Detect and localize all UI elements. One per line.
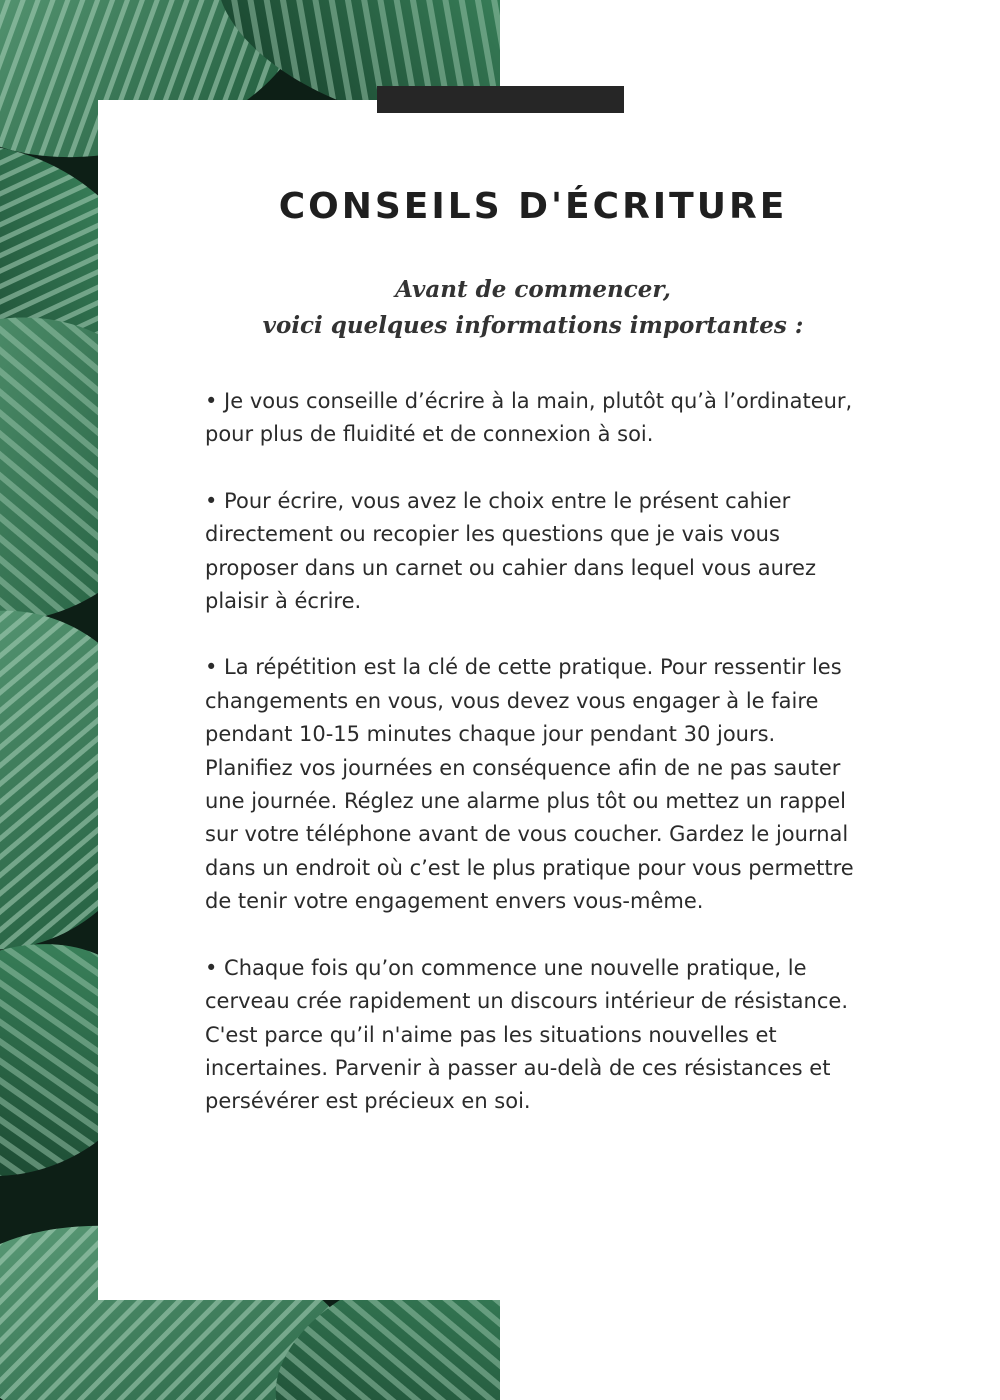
subtitle [200,272,866,344]
subtitle-line-2: voici quelques informations importantes : [262,312,804,339]
tip-paragraph: • Pour écrire, vous avez le choix entre le présent cahier directement ou recopier les questions que je vais vous proposer dans un carnet ou cahier dans lequel vous aurez plaisir à écrire. [205,488,816,614]
tip-paragraph: • Je vous conseille d’écrire à la main, plutôt qu’à l’ordinateur, pour plus de fluidité et de connexion à soi. [205,389,853,447]
tip-paragraph: • La répétition est la clé de cette pratique. Pour ressentir les changements en vous, vous devez vous engager à le faire pendant 10-15 minutes chaque jour pendant 30 jours. Planifiez vos journées en conséquence afin de ne pas sauter une journée. Réglez une alarme plus tôt ou mettez un rappel sur votre téléphone avant de vous coucher. Gardez le journal dans un endroit où c’est le plus pratique pour vous permettre de tenir votre engagement envers vous-même. [205,655,854,914]
tips-list [205,385,865,1152]
subtitle-line-1: Avant de commencer, [395,276,671,303]
decorative-bar [377,86,624,113]
tip-paragraph: • Chaque fois qu’on commence une nouvelle pratique, le cerveau crée rapidement un discours intérieur de résistance. C'est parce qu’il n'aime pas les situations nouvelles et incertaines. Parvenir à passer au-delà de ces résistances et persévérer est précieux en soi. [205,955,848,1114]
page-title: CONSEILS D'ÉCRITURE [278,186,788,227]
